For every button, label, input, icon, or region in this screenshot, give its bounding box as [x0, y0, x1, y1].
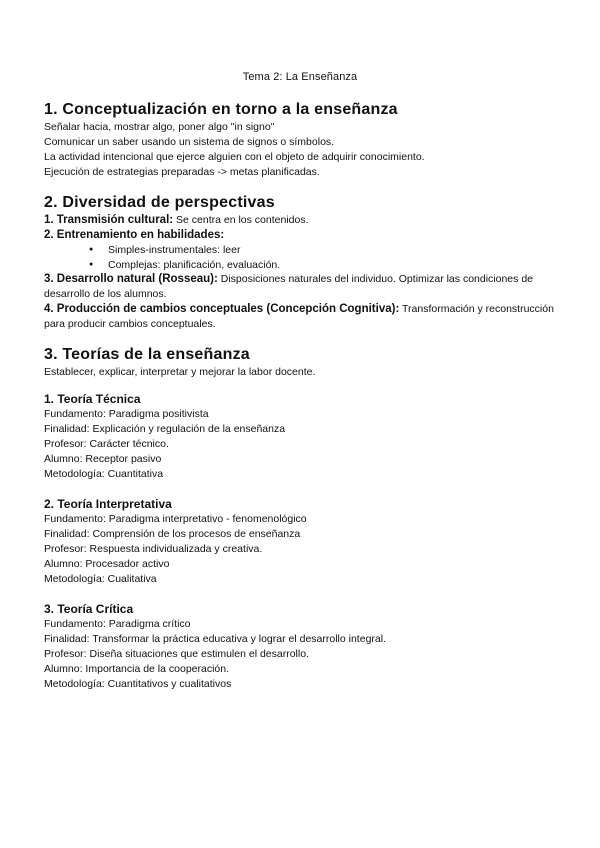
section-perspectives [44, 193, 564, 332]
theory-title: 1. Teoría Técnica [44, 392, 141, 406]
perspective-label: 2. Entrenamiento en habilidades: [44, 229, 225, 241]
document-title: Tema 2: La Enseñanza [242, 71, 358, 83]
perspective-text: Transformación y reconstrucción para producir cambios conceptuales. [44, 303, 554, 330]
theory-line: Finalidad: Comprensión de los procesos de enseñanza [44, 528, 301, 540]
theory-line: Metodología: Cuantitativa [44, 468, 164, 480]
theory-line: Finalidad: Transformar la práctica educativa y lograr el desarrollo integral. [44, 633, 386, 645]
section-intro: Establecer, explicar, interpretar y mejorar la labor docente. [44, 366, 316, 378]
perspective-label: 3. Desarrollo natural (Rosseau): [44, 273, 218, 285]
document-body [44, 100, 564, 692]
theory-interpretative [44, 496, 564, 587]
section-heading: 1. Conceptualización en torno a la enseñanza [44, 101, 398, 118]
theory-line: Alumno: Receptor pasivo [44, 453, 162, 465]
paragraph-line: Ejecución de estrategias preparadas -> metas planificadas. [44, 166, 320, 178]
theory-line: Finalidad: Explicación y regulación de la enseñanza [44, 423, 286, 435]
bullet-list [44, 243, 564, 272]
paragraph-line: La actividad intencional que ejerce alguien con el objeto de adquirir conocimiento. [44, 151, 425, 163]
bullet-item: ● Simples-instrumentales: leer [108, 243, 564, 258]
theory-line: Metodología: Cualitativa [44, 573, 157, 585]
bullet-item: ● Complejas: planificación, evaluación. [108, 258, 564, 273]
perspective-label: 1. Transmisión cultural: [44, 214, 174, 226]
theory-line: Metodología: Cuantitativos y cualitativos [44, 678, 232, 690]
paragraph-line: Comunicar un saber usando un sistema de signos o símbolos. [44, 136, 335, 148]
theory-technical [44, 391, 564, 482]
theory-line: Profesor: Diseña situaciones que estimulen el desarrollo. [44, 648, 309, 660]
perspective-item [44, 228, 564, 243]
theory-line: Alumno: Procesador activo [44, 558, 170, 570]
paragraph-line: Señalar hacia, mostrar algo, poner algo "in signo" [44, 121, 275, 133]
theory-line: Alumno: Importancia de la cooperación. [44, 663, 230, 675]
theory-line: Fundamento: Paradigma interpretativo - fenomenológico [44, 513, 307, 525]
perspective-text: Disposiciones naturales del individuo. Optimizar las condiciones de desarrollo de los alumnos. [44, 273, 533, 300]
perspective-item [44, 213, 564, 228]
theory-line: Fundamento: Paradigma crítico [44, 618, 191, 630]
section-theories [44, 345, 564, 692]
theory-critical [44, 601, 564, 692]
section-heading: 3. Teorías de la enseñanza [44, 346, 250, 363]
perspective-text: Se centra en los contenidos. [173, 214, 309, 226]
perspective-item [44, 272, 564, 302]
perspective-item [44, 302, 564, 332]
perspective-label: 4. Producción de cambios conceptuales (Concepción Cognitiva): [44, 303, 400, 315]
section-heading: 2. Diversidad de perspectivas [44, 194, 275, 211]
theory-title: 3. Teoría Crítica [44, 602, 134, 616]
theory-line: Profesor: Respuesta individualizada y creativa. [44, 543, 263, 555]
theory-line: Fundamento: Paradigma positivista [44, 408, 209, 420]
theory-title: 2. Teoría Interpretativa [44, 497, 172, 511]
section-conceptualization [44, 100, 564, 180]
theory-line: Profesor: Carácter técnico. [44, 438, 169, 450]
